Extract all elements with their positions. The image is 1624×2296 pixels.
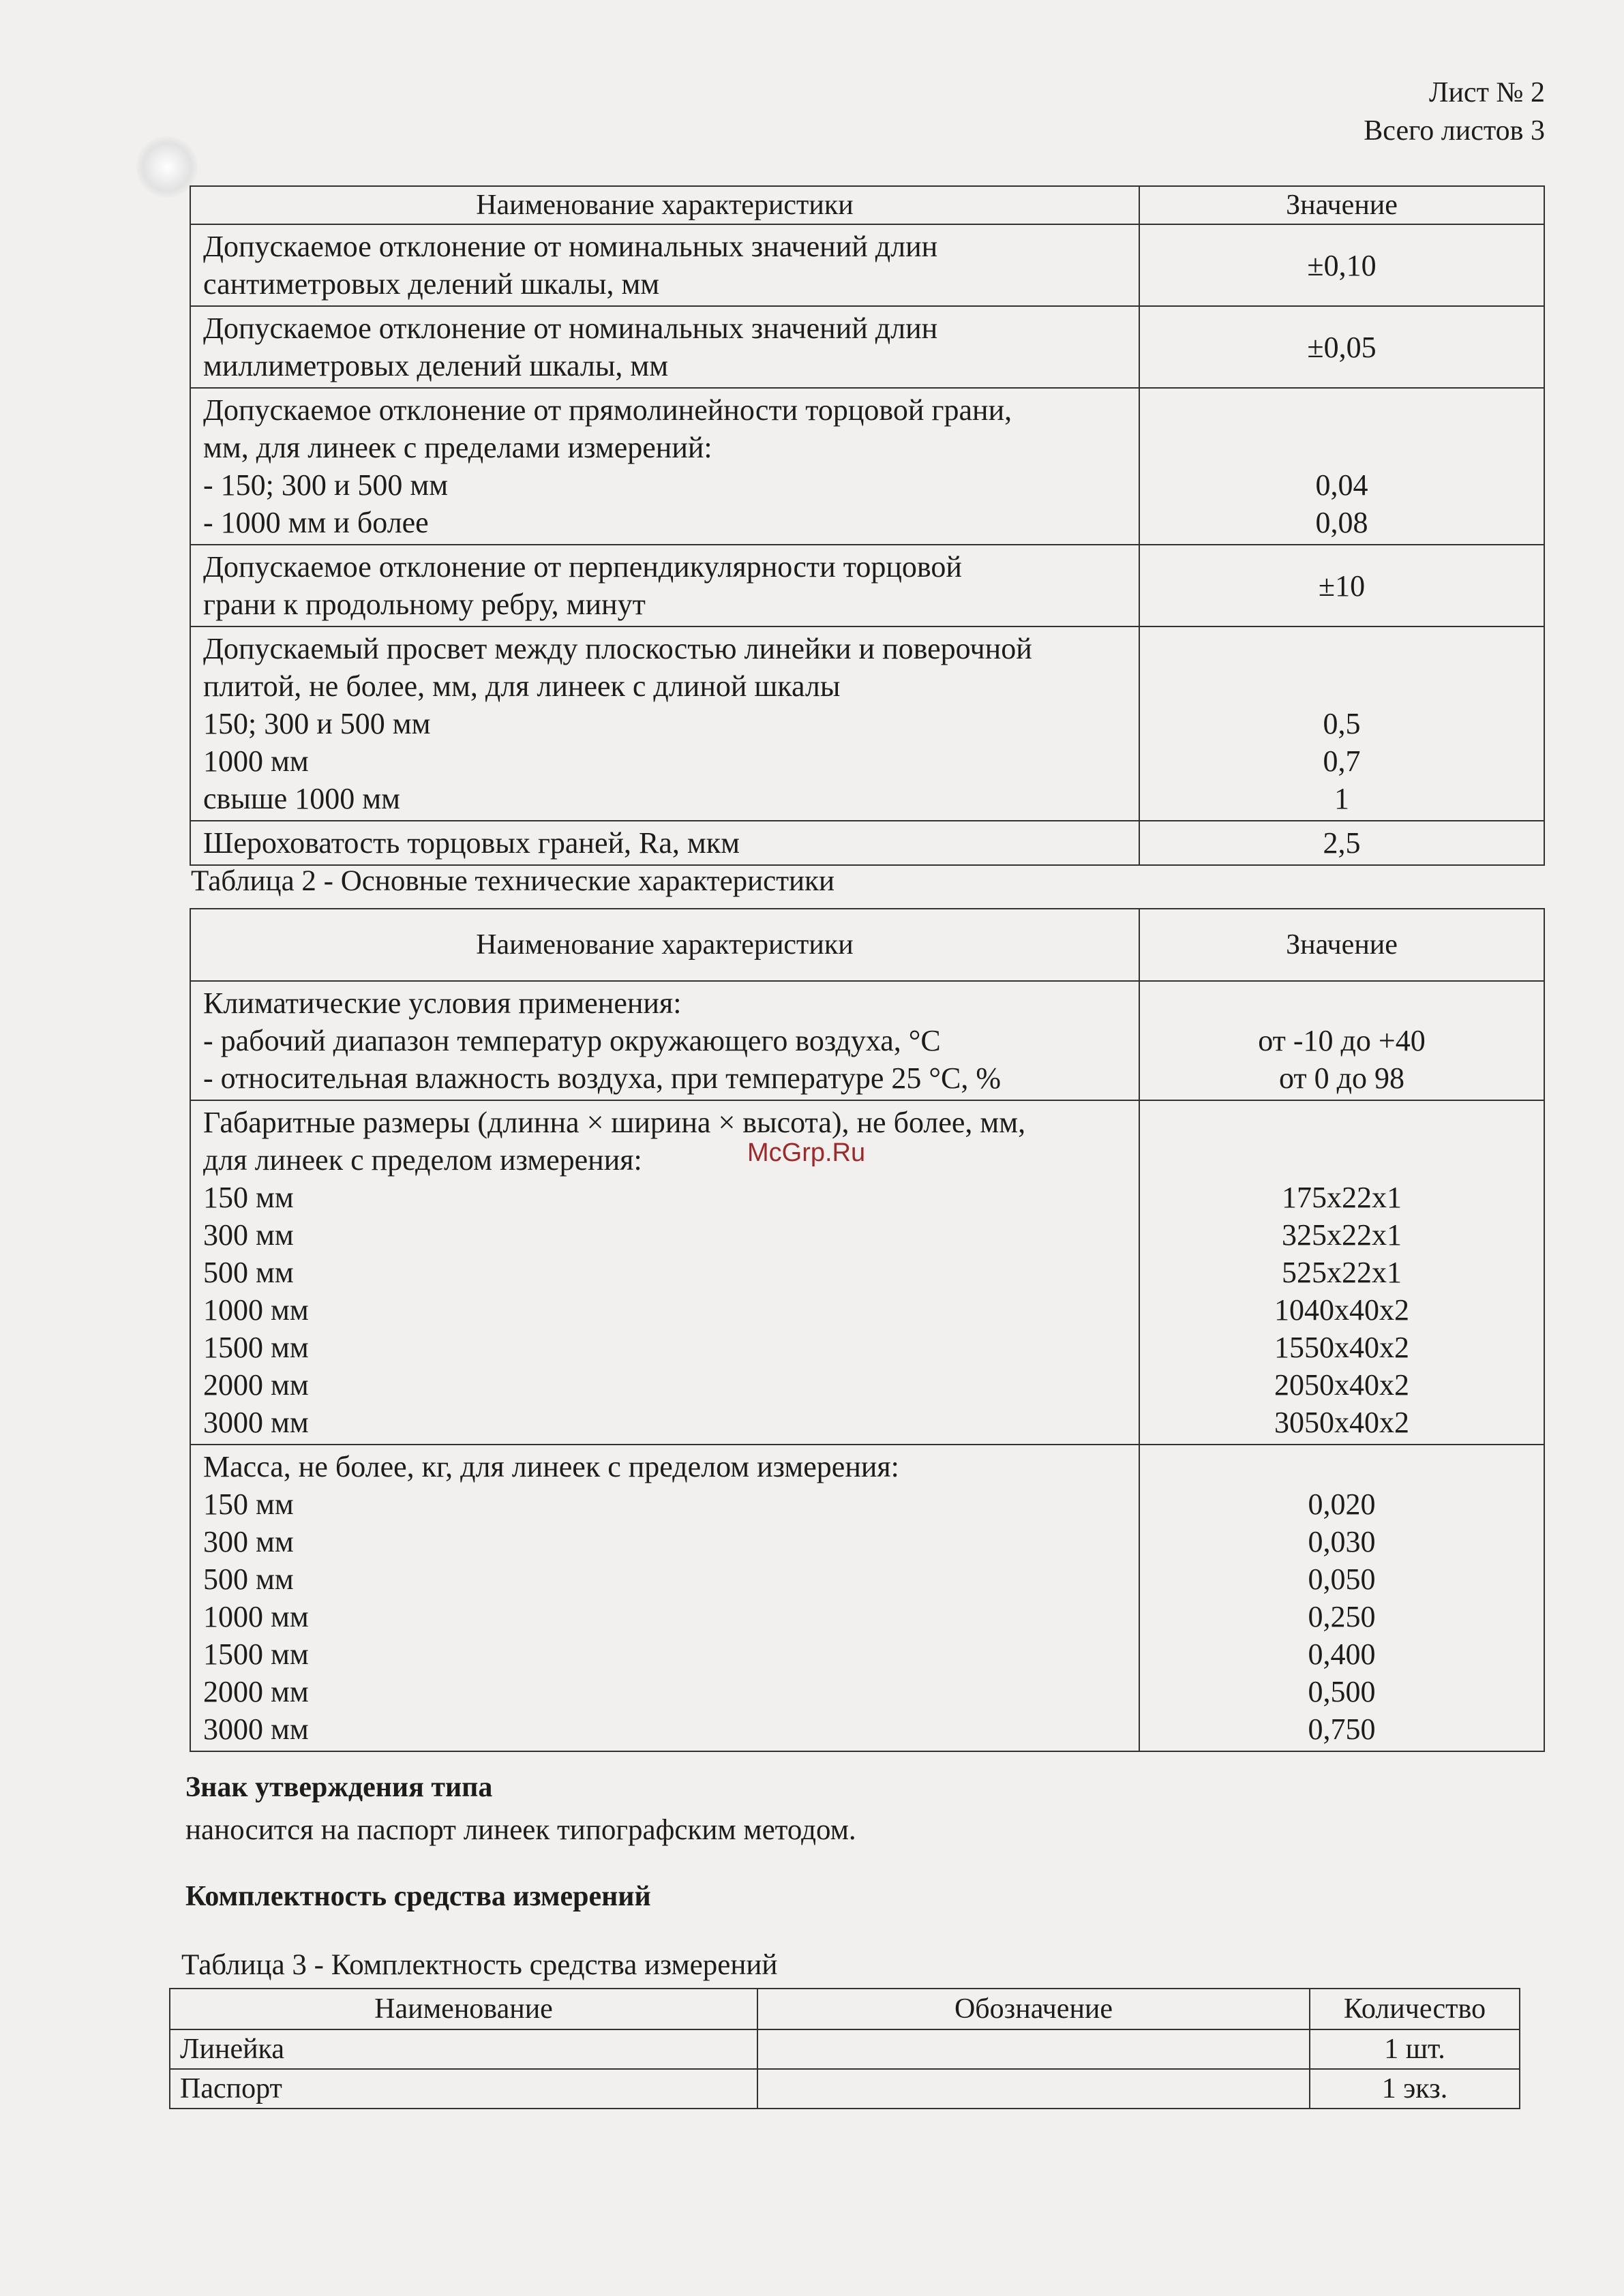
table-row [190,1100,1544,1445]
characteristic-line: 300 мм [203,1218,294,1252]
characteristic-line: 150 мм [203,1487,294,1521]
cell-characteristic [190,545,1139,626]
cell-name: Линейка [170,2029,757,2069]
cell-value [1139,1100,1544,1445]
characteristic-line: 500 мм [203,1562,294,1596]
table-row [190,981,1544,1100]
column-header-name: Наименование характеристики [190,909,1139,981]
table2-caption: Таблица 2 - Основные технические характеристики [191,865,834,897]
value-line: ±0,05 [1307,330,1377,364]
metrology-table [190,185,1545,866]
characteristic-line: 3000 мм [203,1712,309,1746]
value-line: 0,7 [1323,744,1361,778]
cell-value [1139,1445,1544,1751]
value-line: 1 [1334,782,1349,815]
column-header-name: Наименование [170,1989,757,2029]
characteristic-line: миллиметровых делений шкалы, мм [203,349,669,382]
characteristic-line: 500 мм [203,1256,294,1289]
cell-value [1139,545,1544,626]
characteristic-line: - относительная влажность воздуха, при температуре 25 °С, % [203,1061,1001,1095]
paper-stain [136,136,198,198]
characteristic-line: свыше 1000 мм [203,782,400,815]
cell-characteristic [190,224,1139,306]
characteristic-line: плитой, не более, мм, для линеек с длиной шкалы [203,669,841,703]
value-line: 0,250 [1308,1600,1376,1633]
cell-quantity: 1 экз. [1310,2069,1520,2109]
cell-name: Паспорт [170,2069,757,2109]
table-row [170,2069,1520,2109]
sheet-total: Всего листов 3 [1364,115,1545,147]
column-header-value: Значение [1139,186,1544,224]
characteristic-line: 2000 мм [203,1368,309,1402]
characteristic-line: 1500 мм [203,1637,309,1671]
value-spacer [1140,1141,1544,1179]
characteristic-line: Допускаемое отклонение от номинальных значений длин [203,230,938,263]
value-line: от 0 до 98 [1278,1061,1405,1095]
value-line: 2050x40x2 [1274,1368,1409,1402]
watermark: McGrp.Ru [747,1138,866,1167]
cell-characteristic [190,306,1139,388]
value-line: 0,050 [1308,1562,1376,1596]
value-line: от -10 до +40 [1258,1024,1426,1057]
completeness-table [169,1988,1520,2109]
cell-characteristic [190,1445,1139,1751]
table-header-row [190,909,1544,981]
value-spacer [1140,630,1544,667]
cell-value [1139,306,1544,388]
page-header [1364,74,1545,150]
cell-value [1139,388,1544,545]
column-header-name: Наименование характеристики [190,186,1139,224]
value-line: 0,020 [1308,1487,1376,1521]
characteristic-line: 3000 мм [203,1406,309,1439]
characteristic-line: Габаритные размеры (длинна × ширина × высота), не более, мм, [203,1106,1026,1139]
value-spacer [1140,391,1544,429]
table-header-row [190,186,1544,224]
value-line: 0,400 [1308,1637,1376,1671]
value-line: 0,500 [1308,1675,1376,1708]
value-line: 2,5 [1323,826,1361,860]
value-spacer [1140,1448,1544,1485]
characteristic-line: Допускаемое отклонение от номинальных значений длин [203,312,938,345]
characteristic-line: - 150; 300 и 500 мм [203,468,449,502]
characteristic-line: Шероховатость торцовых граней, Ra, мкм [203,826,740,860]
value-line: 175x22x1 [1282,1181,1402,1214]
characteristic-line: грани к продольному ребру, минут [203,588,646,621]
column-header-designation: Обозначение [757,1989,1310,2029]
characteristic-line: Допускаемый просвет между плоскостью линейки и поверочной [203,632,1032,665]
table-row [190,224,1544,306]
characteristic-line: Допускаемое отклонение от перпендикулярности торцовой [203,550,962,584]
value-line: 3050x40x2 [1274,1406,1409,1439]
characteristic-line: - рабочий диапазон температур окружающего воздуха, °С [203,1024,941,1057]
characteristic-line: - 1000 мм и более [203,506,429,539]
characteristic-line: 2000 мм [203,1675,309,1708]
value-line: ±0,10 [1307,248,1377,282]
cell-value [1139,981,1544,1100]
characteristic-line: 150; 300 и 500 мм [203,707,431,740]
value-line: ±10 [1318,569,1366,603]
value-spacer [1140,429,1544,466]
characteristic-line: 1000 мм [203,1293,309,1327]
cell-characteristic [190,981,1139,1100]
table-row [190,1445,1544,1751]
value-line: 0,750 [1308,1712,1376,1746]
table-row [190,306,1544,388]
characteristic-line: 1000 мм [203,744,309,778]
cell-value [1139,224,1544,306]
cell-characteristic [190,388,1139,545]
value-line: 0,030 [1308,1525,1376,1558]
table-row [190,545,1544,626]
completeness-heading: Комплектность средства измерений [185,1881,651,1912]
cell-designation [757,2069,1310,2109]
value-line: 1040x40x2 [1274,1293,1409,1327]
characteristic-line: Допускаемое отклонение от прямолинейности торцовой грани, [203,393,1012,427]
table-row [170,2029,1520,2069]
value-line: 0,5 [1323,707,1361,740]
characteristic-line: мм, для линеек с пределами измерений: [203,431,712,464]
cell-value [1139,821,1544,865]
characteristic-line: Масса, не более, кг, для линеек с пределом измерения: [203,1450,899,1483]
value-spacer [1140,667,1544,705]
value-line: 525x22x1 [1282,1256,1402,1289]
table-row [190,821,1544,865]
characteristic-line: 1000 мм [203,1600,309,1633]
table-row [190,626,1544,821]
characteristic-line: 300 мм [203,1525,294,1558]
type-mark-text: наносится на паспорт линеек типографским методом. [185,1814,856,1846]
value-line: 1550x40x2 [1274,1331,1409,1364]
cell-quantity: 1 шт. [1310,2029,1520,2069]
characteristic-line: сантиметровых делений шкалы, мм [203,267,660,301]
value-line: 0,04 [1315,468,1368,502]
value-spacer [1140,1104,1544,1141]
type-mark-heading: Знак утверждения типа [185,1772,493,1803]
characteristic-line: 150 мм [203,1181,294,1214]
cell-characteristic [190,626,1139,821]
table3-caption: Таблица 3 - Комплектность средства измерений [181,1949,778,1981]
cell-characteristic [190,821,1139,865]
characteristic-line: Климатические условия применения: [203,986,682,1020]
characteristic-line: 1500 мм [203,1331,309,1364]
characteristic-line: для линеек с пределом измерения: [203,1143,642,1177]
value-spacer [1140,984,1544,1022]
table-row [190,388,1544,545]
column-header-quantity: Количество [1310,1989,1520,2029]
cell-characteristic [190,1100,1139,1445]
value-line: 0,08 [1315,506,1368,539]
technical-table [190,908,1545,1752]
cell-value [1139,626,1544,821]
cell-designation [757,2029,1310,2069]
column-header-value: Значение [1139,909,1544,981]
value-line: 325x22x1 [1282,1218,1402,1252]
sheet-number: Лист № 2 [1428,77,1545,108]
table-header-row [170,1989,1520,2029]
